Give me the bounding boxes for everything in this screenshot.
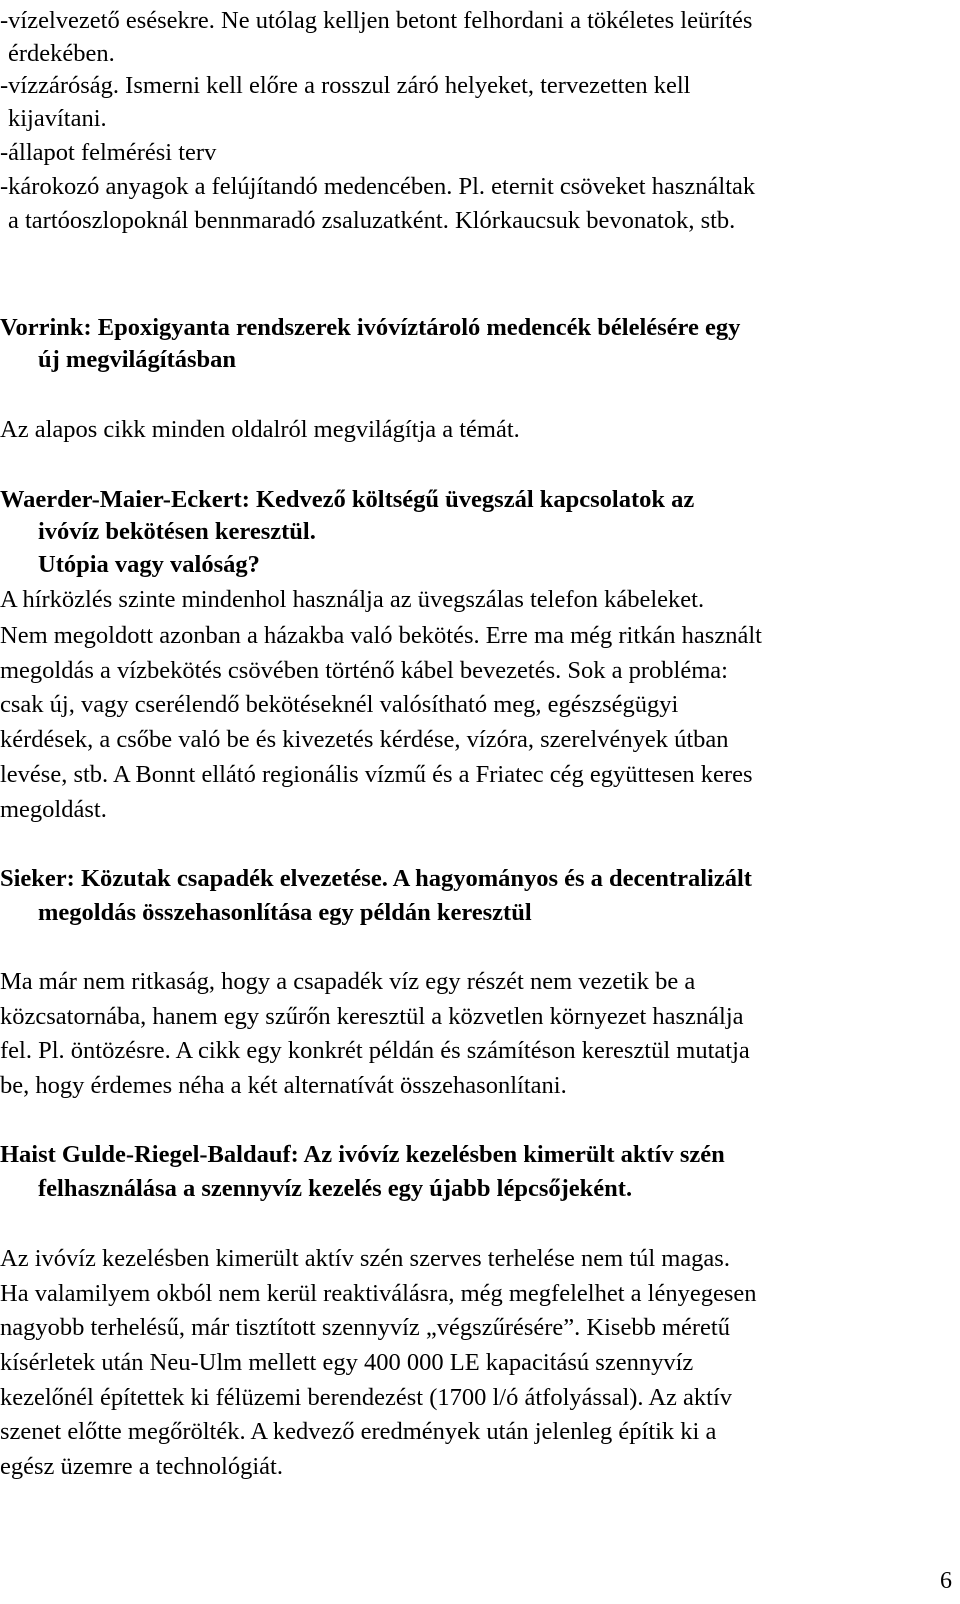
intro-line: kijavítani. — [8, 105, 107, 132]
article-title: megoldás összehasonlítása egy példán keresztül — [38, 899, 532, 926]
article-body-line: csak új, vagy cserélendő bekötéseknél valósítható meg, egészségügyi — [0, 691, 679, 718]
article-body-line: megoldás a vízbekötés csövében történő kábel bevezetés. Sok a probléma: — [0, 657, 728, 684]
article-title: Haist Gulde-Riegel-Baldauf: Az ivóvíz kezelésben kimerült aktív szén — [0, 1141, 725, 1168]
article-body-line: Az ivóvíz kezelésben kimerült aktív szén szerves terhelése nem túl magas. — [0, 1245, 730, 1272]
article-title: ivóvíz bekötésen keresztül. — [38, 518, 316, 545]
article-body-line: megoldást. — [0, 796, 107, 823]
intro-line: -állapot felmérési terv — [0, 139, 217, 166]
article-body-line: levése, stb. A Bonnt ellátó regionális vízmű és a Friatec cég együttesen keres — [0, 761, 753, 788]
article-body-line: egész üzemre a technológiát. — [0, 1453, 283, 1480]
article-title: Vorrink: Epoxigyanta rendszerek ivóvíztároló medencék bélelésére egy — [0, 314, 741, 341]
intro-line: -vízelvezető esésekre. Ne utólag kelljen betont felhordani a tökéletes leürítés — [0, 7, 753, 34]
intro-line: a tartóoszlopoknál bennmaradó zsaluzatként. Klórkaucsuk bevonatok, stb. — [8, 207, 736, 234]
article-body-line: A hírközlés szinte mindenhol használja az üvegszálas telefon kábeleket. — [0, 586, 705, 613]
article-title: Waerder-Maier-Eckert: Kedvező költségű üvegszál kapcsolatok az — [0, 486, 695, 513]
article-title: felhasználása a szennyvíz kezelés egy újabb lépcsőjeként. — [38, 1175, 633, 1202]
article-title: Utópia vagy valóság? — [38, 551, 260, 578]
article-title: Sieker: Közutak csapadék elvezetése. A hagyományos és a decentralizált — [0, 865, 752, 892]
article-title: új megvilágításban — [38, 346, 237, 373]
article-body-line: kezelőnél építettek ki félüzemi berendezést (1700 l/ó átfolyással). Az aktív — [0, 1384, 732, 1411]
article-body-line: közcsatornába, hanem egy szűrőn keresztül a közvetlen környezet használja — [0, 1003, 744, 1030]
intro-line: -vízzáróság. Ismerni kell előre a rosszul záró helyeket, tervezetten kell — [0, 72, 691, 99]
article-body-line: Ha valamilyem okból nem kerül reaktiválásra, még megfelelhet a lényegesen — [0, 1280, 757, 1307]
page-number: 6 — [940, 1568, 952, 1594]
article-body-line: fel. Pl. öntözésre. A cikk egy konkrét példán és számítéson keresztül mutatja — [0, 1037, 750, 1064]
article-body-line: be, hogy érdemes néha a két alternatívát összehasonlítani. — [0, 1072, 567, 1099]
article-body-line: Az alapos cikk minden oldalról megvilágítja a témát. — [0, 416, 520, 443]
article-body-line: kísérletek után Neu-Ulm mellett egy 400 000 LE kapacitású szennyvíz — [0, 1349, 694, 1376]
article-body-line: Nem megoldott azonban a házakba való bekötés. Erre ma még ritkán használt — [0, 622, 762, 649]
article-body-line: kérdések, a csőbe való be és kivezetés kérdése, vízóra, szerelvények útban — [0, 726, 729, 753]
article-body-line: nagyobb terhelésű, már tisztított szennyvíz „végszűrésére”. Kisebb méretű — [0, 1314, 730, 1341]
intro-line: -károkozó anyagok a felújítandó medencében. Pl. eternit csöveket használtak — [0, 173, 756, 200]
article-body-line: szenet előtte megőrölték. A kedvező eredmények után jelenleg építik ki a — [0, 1418, 717, 1445]
article-body-line: Ma már nem ritkaság, hogy a csapadék víz egy részét nem vezetik be a — [0, 968, 696, 995]
intro-line: érdekében. — [8, 40, 115, 67]
